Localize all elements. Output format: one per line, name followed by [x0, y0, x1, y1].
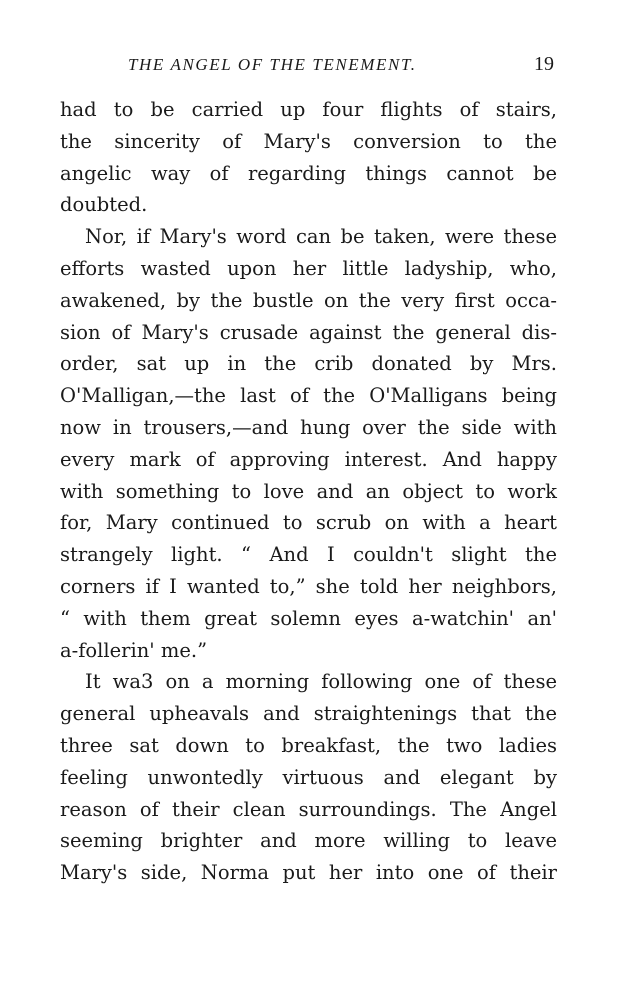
body-text	[60, 94, 557, 889]
text-line: general upheavals and straightenings that the	[60, 702, 557, 726]
text-line: with something to love and an object to work	[60, 479, 557, 503]
text-line: now in trousers,—and hung over the side with	[60, 415, 557, 439]
text-line: strangely light. “ And I couldn't slight the	[60, 543, 557, 567]
text-line: every mark of approving interest. And happy	[60, 447, 557, 471]
text-line: corners if I wanted to,” she told her neighbors,	[60, 574, 557, 598]
text-line: Nor, if Mary's word can be taken, were these	[85, 225, 557, 249]
text-line: awakened, by the bustle on the very first occa-	[60, 288, 557, 312]
running-title: THE ANGEL OF THE TENEMENT.	[128, 55, 417, 74]
text-line: Mary's side, Norma put her into one of their	[60, 861, 557, 885]
text-line: doubted.	[60, 193, 148, 217]
text-line: had to be carried up four flights of stairs,	[60, 98, 557, 121]
text-line: order, sat up in the crib donated by Mrs.	[60, 352, 557, 376]
text-line: sion of Mary's crusade against the general dis-	[60, 320, 557, 344]
text-line: reason of their clean surroundings. The Angel	[60, 797, 557, 821]
text-line: seeming brighter and more willing to leave	[60, 829, 557, 853]
text-line: a-follerin' me.”	[60, 638, 208, 662]
text-line: “ with them great solemn eyes a-watchin' an'	[60, 606, 557, 630]
text-line: It wa3 on a morning following one of these	[85, 670, 557, 694]
text-line: angelic way of regarding things cannot be	[60, 161, 557, 185]
text-line: feeling unwontedly virtuous and elegant by	[60, 765, 557, 789]
page-number: 19	[534, 53, 554, 75]
text-line: for, Mary continued to scrub on with a heart	[60, 511, 557, 535]
text-line: O'Malligan,—the last of the O'Malligans being	[60, 384, 557, 408]
text-line: the sincerity of Mary's conversion to the	[60, 129, 557, 153]
text-line: three sat down to breakfast, the two ladies	[60, 733, 557, 757]
text-line: efforts wasted upon her little ladyship, who,	[60, 256, 557, 280]
